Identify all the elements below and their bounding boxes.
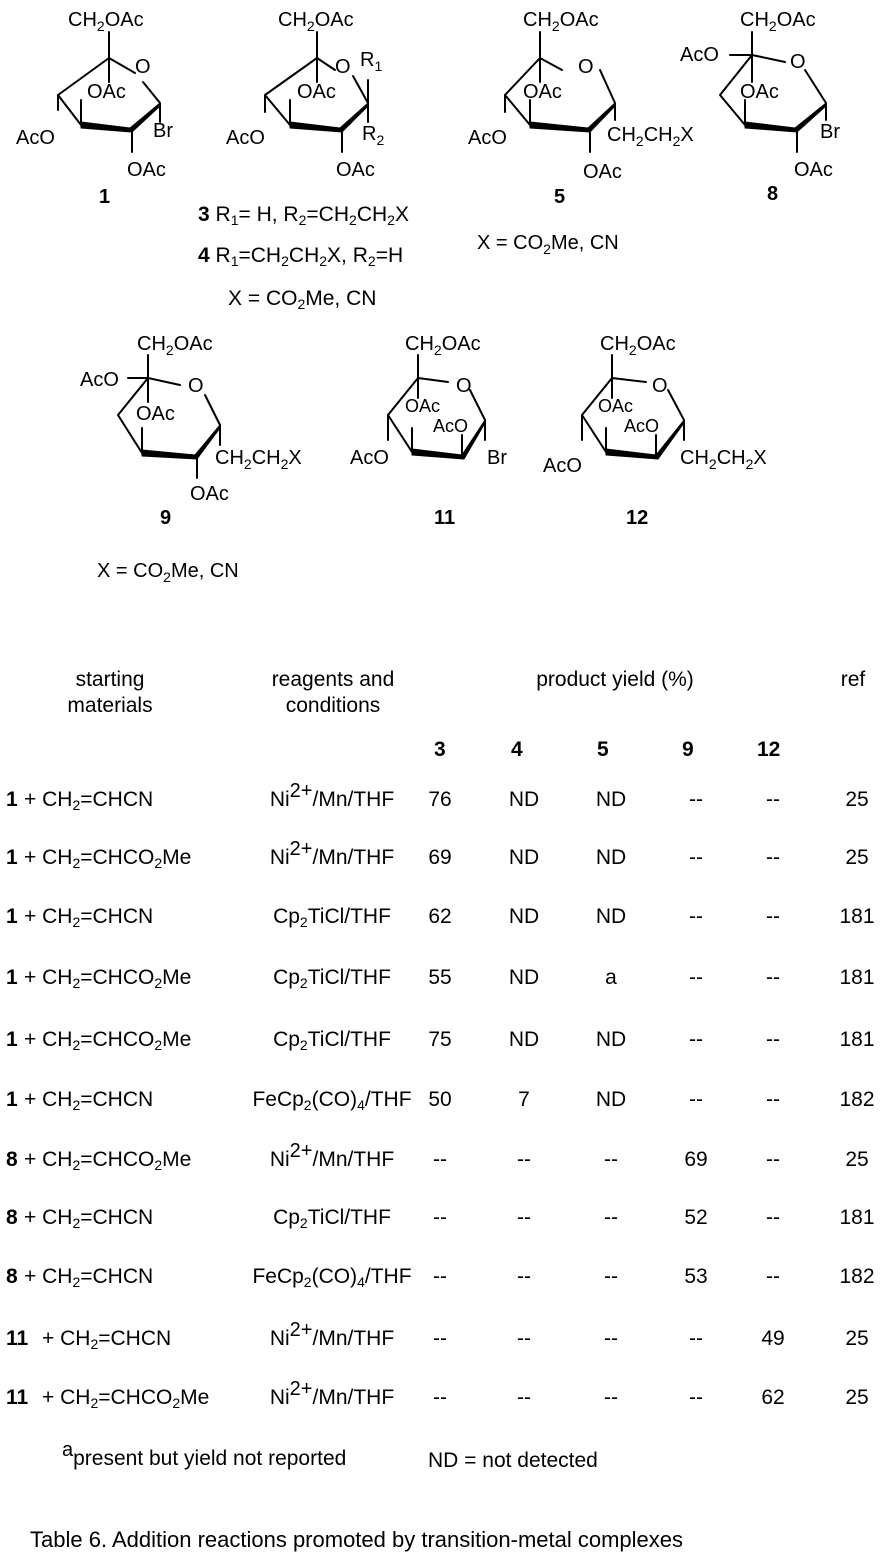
table-row xyxy=(0,780,886,818)
s9-substituent-label: $CH_2CH_2X$ xyxy=(215,447,302,472)
s12-compound-number: 12 xyxy=(626,507,649,529)
yield-12-cell: -- xyxy=(766,905,780,928)
yield-5-cell: -- xyxy=(604,1148,618,1171)
s8-br-label: Br xyxy=(820,121,840,143)
footnote-a xyxy=(62,1439,347,1471)
header-reagents-conditions xyxy=(248,667,418,719)
s9-ch2oac-label: $CH_2OAc$ xyxy=(137,333,213,358)
yield-12-cell: -- xyxy=(766,1028,780,1051)
table-row xyxy=(0,1378,886,1416)
yield-3-cell: 55 xyxy=(428,966,452,989)
starting-material-reagent: + $CH_2=CHCO_2Me$ xyxy=(42,1386,210,1411)
yield-9-cell: -- xyxy=(689,966,703,989)
s5-oac3-label: OAc xyxy=(523,81,562,103)
s1-oac2-label: OAc xyxy=(127,159,166,181)
ref-cell: 182 xyxy=(839,1265,875,1288)
s8-oac2-label: OAc xyxy=(794,159,833,181)
conditions-cell: $FeCp_2(CO)_4$/THF xyxy=(252,1265,412,1290)
yield-4-cell: -- xyxy=(517,1148,531,1171)
s9-x-legend: $X = CO_2Me$, CN xyxy=(97,560,239,585)
yield-5-cell: -- xyxy=(604,1206,618,1229)
s11-aco4-label: AcO xyxy=(350,447,389,469)
yield-12-cell: -- xyxy=(766,846,780,869)
starting-material-reagent: + $CH_2=CHCN$ xyxy=(24,1265,154,1290)
yield-3-cell: -- xyxy=(433,1148,447,1171)
starting-material-number: 8 xyxy=(6,1206,18,1229)
footnote-a-mark: a xyxy=(62,1439,74,1461)
s1-aco4-label: AcO xyxy=(16,127,55,149)
conditions-cell: $Cp_2TiCl$/THF xyxy=(273,1206,391,1231)
s5-ch2oac-label: $CH_2OAc$ xyxy=(523,9,599,34)
header-starting-line1: starting xyxy=(75,668,145,691)
starting-material-number: 1 xyxy=(6,1088,18,1111)
ref-cell: 25 xyxy=(845,846,869,869)
s8-ring-oxygen: O xyxy=(790,51,806,73)
yield-12-cell: -- xyxy=(766,1148,780,1171)
starting-material-reagent: + $CH_2=CHCN$ xyxy=(24,1088,154,1113)
yield-4-cell: ND xyxy=(508,905,540,928)
table-row xyxy=(0,1265,886,1295)
yield-9-cell: -- xyxy=(689,905,703,928)
s1-compound-number: 1 xyxy=(99,186,111,208)
yield-3-cell: -- xyxy=(433,1265,447,1288)
ref-cell: 182 xyxy=(839,1088,875,1111)
s8-oac3-label: OAc xyxy=(740,81,779,103)
yield-12-cell: -- xyxy=(766,1088,780,1111)
s1-br-label: Br xyxy=(153,120,173,142)
structure-scheme xyxy=(0,0,886,600)
product-column-9: 9 xyxy=(682,738,694,761)
legend-x-3-4: $X = CO_2Me$, CN xyxy=(228,287,377,312)
yield-3-cell: -- xyxy=(433,1206,447,1229)
yield-3-cell: -- xyxy=(433,1386,447,1409)
legend-3 xyxy=(198,203,409,227)
product-column-5: 5 xyxy=(597,738,609,761)
header-starting-line2: materials xyxy=(67,694,153,717)
starting-material-number: 11 xyxy=(6,1327,29,1350)
ref-cell: 25 xyxy=(845,1327,869,1350)
s1-ch2oac-label: $CH_2OAc$ xyxy=(68,9,144,34)
starting-material-number: 1 xyxy=(6,966,18,989)
yield-5-cell: a xyxy=(605,966,617,989)
s9-oac3-label: OAc xyxy=(136,403,175,425)
s5-aco4-label: AcO xyxy=(468,127,507,149)
yield-4-cell: ND xyxy=(508,788,540,811)
yield-4-cell: ND xyxy=(508,966,540,989)
starting-material-reagent: + $CH_2=CHCO_2Me$ xyxy=(24,846,192,871)
yield-12-cell: 62 xyxy=(761,1386,785,1409)
yield-4-cell: -- xyxy=(517,1206,531,1229)
starting-material-number: 8 xyxy=(6,1265,18,1288)
header-starting-materials xyxy=(40,667,180,719)
table-row xyxy=(0,905,886,935)
s11-aco2-label: AcO xyxy=(433,416,469,436)
s34-r1-label: $R_1$ xyxy=(360,49,383,74)
yield-9-cell: -- xyxy=(689,788,703,811)
s9-ring-oxygen: O xyxy=(188,375,204,397)
s12-ch2oac-label: $CH_2OAc$ xyxy=(600,333,676,358)
table-row xyxy=(0,838,886,876)
yield-3-cell: 69 xyxy=(428,846,452,869)
yield-9-cell: 53 xyxy=(684,1265,708,1288)
legend-4 xyxy=(198,244,403,268)
ref-cell: 181 xyxy=(839,905,875,928)
yield-3-cell: 76 xyxy=(428,788,452,811)
yield-5-cell: ND xyxy=(595,1028,627,1051)
conditions-cell: $Cp_2TiCl$/THF xyxy=(273,905,391,930)
yield-3-cell: 75 xyxy=(428,1028,452,1051)
table-row xyxy=(0,1088,886,1118)
footnote-a-text: present but yield not reported xyxy=(73,1447,347,1470)
legend-4-text: $R_1=CH_2CH_2X$, $R_2=H$ xyxy=(215,244,404,269)
s12-aco2-label: AcO xyxy=(624,416,660,436)
starting-material-number: 1 xyxy=(6,846,18,869)
s9-oac2-label: OAc xyxy=(190,483,229,505)
starting-material-reagent: + $CH_2=CHCN$ xyxy=(24,1206,154,1231)
conditions-cell: $Ni^{2+}/Mn$/THF xyxy=(269,1378,395,1409)
starting-material-reagent: + $CH_2=CHCO_2Me$ xyxy=(24,966,192,991)
starting-material-number: 1 xyxy=(6,1028,18,1051)
yield-3-cell: 50 xyxy=(428,1088,452,1111)
s5-ring-oxygen: O xyxy=(578,56,594,78)
yield-4-cell: ND xyxy=(508,1028,540,1051)
starting-material-number: 8 xyxy=(6,1148,18,1171)
product-column-3: 3 xyxy=(434,738,446,761)
s9-compound-number: 9 xyxy=(160,507,172,529)
s12-aco4-label: AcO xyxy=(543,455,582,477)
yield-12-cell: -- xyxy=(766,1265,780,1288)
yield-12-cell: -- xyxy=(766,966,780,989)
yield-9-cell: -- xyxy=(689,846,703,869)
ref-cell: 181 xyxy=(839,1206,875,1229)
s12-oac3-label: OAc xyxy=(598,396,634,416)
header-ref: ref xyxy=(840,668,866,691)
yield-5-cell: -- xyxy=(604,1327,618,1350)
starting-material-number: 1 xyxy=(6,905,18,928)
yield-9-cell: 69 xyxy=(684,1148,708,1171)
conditions-cell: $Ni^{2+}/Mn$/THF xyxy=(269,780,395,811)
starting-material-number: 11 xyxy=(6,1386,29,1409)
header-reagents-line2: conditions xyxy=(285,694,381,717)
ref-cell: 181 xyxy=(839,1028,875,1051)
s5-substituent-label: $CH_2CH_2X$ xyxy=(607,124,694,149)
product-column-4: 4 xyxy=(511,738,523,761)
s12-substituent-label: $CH_2CH_2X$ xyxy=(680,447,767,472)
s11-oac3-label: OAc xyxy=(405,396,441,416)
s8-ch2oac-label: $CH_2OAc$ xyxy=(740,9,816,34)
conditions-cell: $Ni^{2+}/Mn$/THF xyxy=(269,1319,395,1350)
yield-9-cell: -- xyxy=(689,1088,703,1111)
yield-9-cell: -- xyxy=(689,1327,703,1350)
legend-4-number: 4 xyxy=(198,244,210,267)
yield-4-cell: -- xyxy=(517,1327,531,1350)
s11-ch2oac-label: $CH_2OAc$ xyxy=(405,333,481,358)
starting-material-reagent: + $CH_2=CHCN$ xyxy=(24,788,154,813)
s12-ring-oxygen: O xyxy=(652,375,668,397)
yield-5-cell: ND xyxy=(595,846,627,869)
product-column-12: 12 xyxy=(757,738,781,761)
s11-br-label: Br xyxy=(487,447,507,469)
yield-5-cell: ND xyxy=(595,1088,627,1111)
yield-4-cell: -- xyxy=(517,1386,531,1409)
footnote-nd: ND = not detected xyxy=(428,1449,598,1472)
yield-12-cell: -- xyxy=(766,1206,780,1229)
conditions-cell: $Ni^{2+}/Mn$/THF xyxy=(269,838,395,869)
table-row xyxy=(0,1206,886,1236)
table-row xyxy=(0,966,886,996)
starting-material-reagent: + $CH_2=CHCO_2Me$ xyxy=(24,1028,192,1053)
s34-ch2oac-label: $CH_2OAc$ xyxy=(278,9,354,34)
yield-4-cell: -- xyxy=(517,1265,531,1288)
s5-oac2-label: OAc xyxy=(583,161,622,183)
legend-3-text: $R_1= H$, $R_2=CH_2CH_2X$ xyxy=(215,203,409,228)
yield-3-cell: -- xyxy=(433,1327,447,1350)
yield-12-cell: 49 xyxy=(761,1327,785,1350)
table-row xyxy=(0,1319,886,1357)
s1-oac3-label: OAc xyxy=(87,81,126,103)
ref-cell: 181 xyxy=(839,966,875,989)
s34-ring-oxygen: O xyxy=(335,56,351,78)
starting-material-number: 1 xyxy=(6,788,18,811)
table-row xyxy=(0,1028,886,1058)
starting-material-reagent: + $CH_2=CHCN$ xyxy=(42,1327,172,1352)
yield-5-cell: ND xyxy=(595,905,627,928)
header-reagents-line1: reagents and xyxy=(271,668,395,691)
legend-3-number: 3 xyxy=(198,203,210,226)
yield-3-cell: 62 xyxy=(428,905,452,928)
s34-r2-label: $R_2$ xyxy=(362,123,385,148)
yield-9-cell: -- xyxy=(689,1386,703,1409)
s34-oac2-label: OAc xyxy=(336,159,375,181)
yield-9-cell: -- xyxy=(689,1028,703,1051)
yield-5-cell: ND xyxy=(595,788,627,811)
yield-9-cell: 52 xyxy=(684,1206,708,1229)
s34-aco4-label: AcO xyxy=(226,127,265,149)
s11-ring-oxygen: O xyxy=(456,375,472,397)
starting-material-reagent: + $CH_2=CHCO_2Me$ xyxy=(24,1148,192,1173)
s8-compound-number: 8 xyxy=(767,183,779,205)
ref-cell: 25 xyxy=(845,788,869,811)
s8-aco4-label: AcO xyxy=(680,44,719,66)
conditions-cell: $FeCp_2(CO)_4$/THF xyxy=(252,1088,412,1113)
conditions-cell: $Cp_2TiCl$/THF xyxy=(273,1028,391,1053)
table-row xyxy=(0,1140,886,1178)
starting-material-reagent: + $CH_2=CHCN$ xyxy=(24,905,154,930)
conditions-cell: $Cp_2TiCl$/THF xyxy=(273,966,391,991)
header-product-yield: product yield (%) xyxy=(536,668,694,691)
yield-5-cell: -- xyxy=(604,1265,618,1288)
yield-5-cell: -- xyxy=(604,1386,618,1409)
s5-x-legend: $X = CO_2Me$, CN xyxy=(477,232,619,257)
ref-cell: 25 xyxy=(845,1386,869,1409)
ref-cell: 25 xyxy=(845,1148,869,1171)
s5-compound-number: 5 xyxy=(554,186,566,208)
yield-4-cell: 7 xyxy=(518,1088,530,1111)
s11-compound-number: 11 xyxy=(434,507,456,529)
conditions-cell: $Ni^{2+}/Mn$/THF xyxy=(269,1140,395,1171)
table-caption: Table 6. Addition reactions promoted by transition-metal complexes xyxy=(30,1527,684,1552)
yield-4-cell: ND xyxy=(508,846,540,869)
s9-aco4-label: AcO xyxy=(80,369,119,391)
s34-oac3-label: OAc xyxy=(297,81,336,103)
yield-12-cell: -- xyxy=(766,788,780,811)
s1-ring-oxygen: O xyxy=(135,56,151,78)
